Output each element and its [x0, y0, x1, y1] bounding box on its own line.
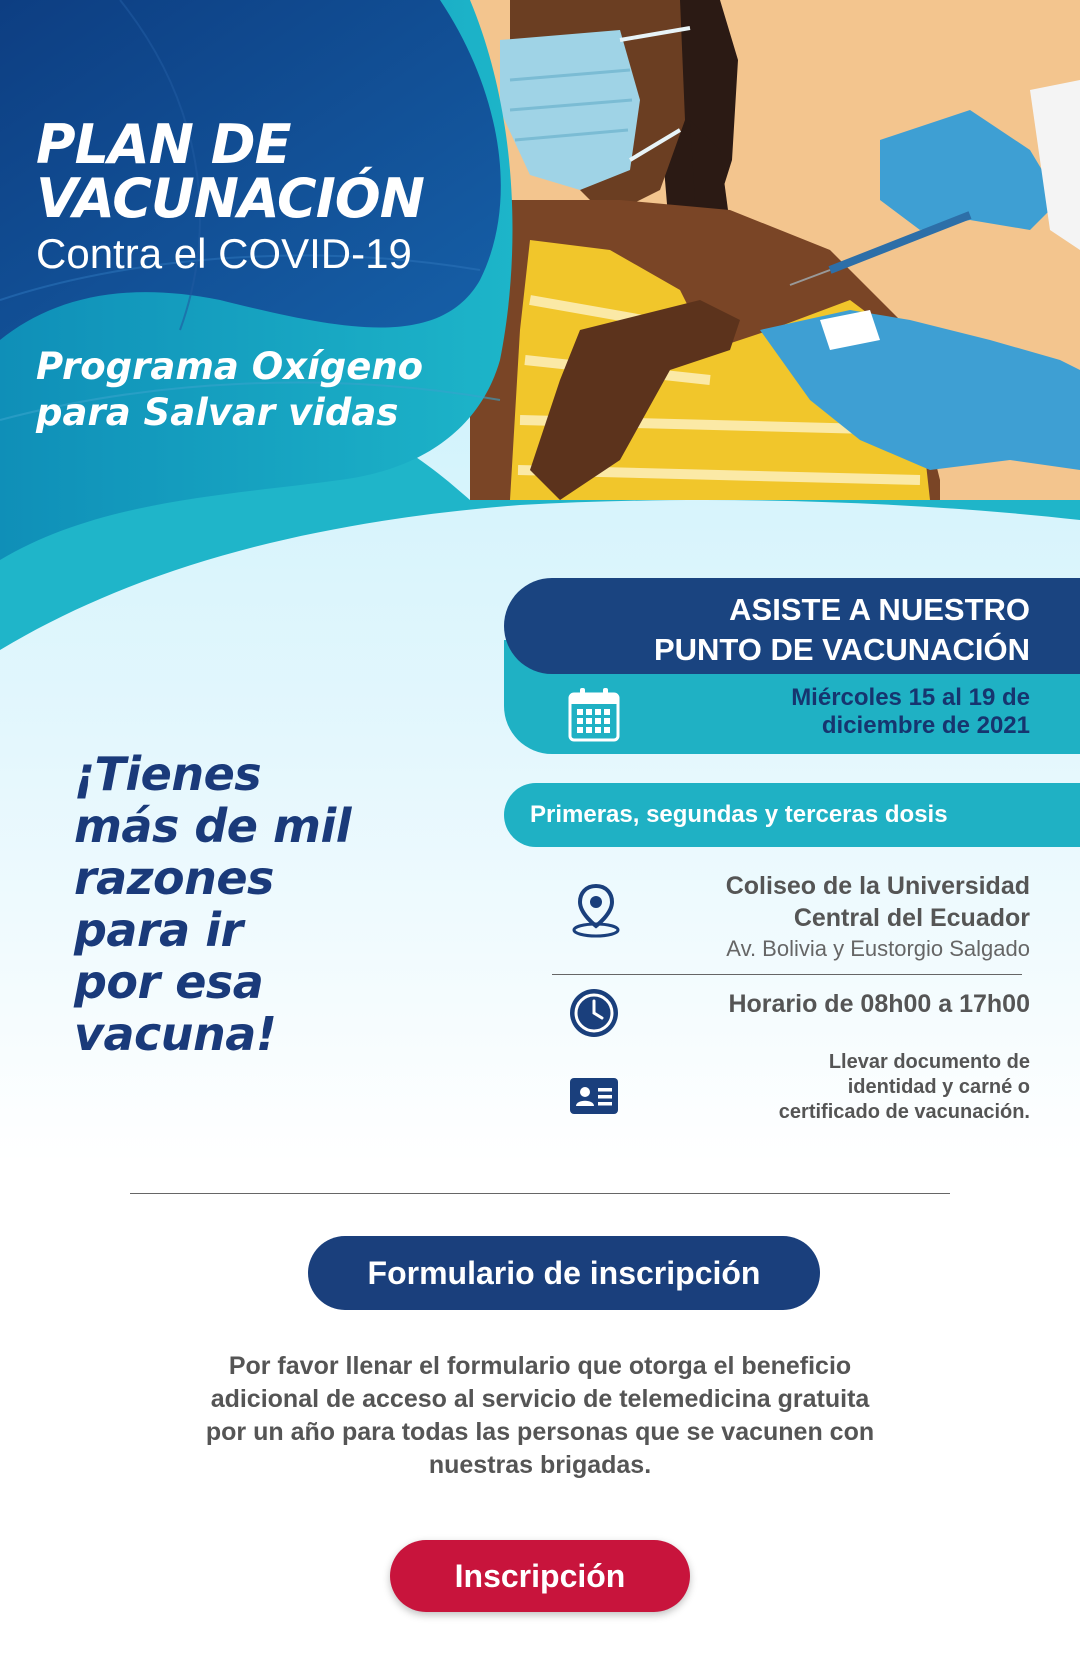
slogan-line4: para ir: [74, 903, 243, 957]
doses-banner: Primeras, segundas y terceras dosis: [504, 783, 1080, 847]
info-divider: [552, 974, 1022, 975]
form-section-title: Formulario de inscripción: [308, 1236, 820, 1310]
event-heading-line1: ASISTE A NUESTRO: [729, 592, 1030, 627]
hero-subtitle: Contra el COVID-19: [36, 230, 412, 277]
hero-title-line1: PLAN DE: [36, 113, 291, 176]
slogan-line6: vacuna!: [74, 1007, 277, 1061]
hours-row: [560, 985, 1030, 1045]
event-date-line2: diciembre de 2021: [821, 712, 1030, 739]
inscription-button[interactable]: Inscripción: [390, 1540, 690, 1612]
id-card-icon: [566, 1068, 622, 1124]
venue-address: Av. Bolivia y Eustorgio Salgado: [726, 936, 1030, 961]
program-name: [36, 344, 496, 436]
clock-icon: [566, 985, 622, 1041]
documents-line2: identidad y carné o: [847, 1076, 1030, 1098]
form-desc-line1: Por favor llenar el formulario que otorga el beneficio: [228, 1352, 852, 1380]
form-desc-line2: adicional de acceso al servicio de telemedicina gratuita: [210, 1385, 870, 1413]
program-line2: para Salvar vidas: [36, 391, 399, 434]
form-description: [130, 1350, 950, 1482]
documents-line1: Llevar documento de: [828, 1051, 1030, 1073]
hero-title-line2: VACUNACIÓN: [36, 167, 424, 230]
documents-text: [779, 1050, 1030, 1125]
slogan-line2: más de mil: [74, 799, 351, 853]
form-desc-line4: nuestras brigadas.: [428, 1451, 652, 1479]
slogan-line1: ¡Tienes: [74, 747, 262, 801]
slogan-line5: por esa: [74, 955, 264, 1009]
documents-line3: certificado de vacunación.: [778, 1101, 1030, 1123]
event-heading-line2: PUNTO DE VACUNACIÓN: [653, 632, 1030, 667]
form-desc-line3: por un año para todas las personas que se vacunen con: [205, 1418, 875, 1446]
slogan-line3: razones: [74, 851, 274, 905]
venue-row: [560, 870, 1030, 960]
program-line1: Programa Oxígeno: [36, 345, 424, 388]
event-date-line1: Miércoles 15 al 19 de: [791, 684, 1030, 711]
venue-name-line1: Coliseo de la Universidad: [725, 872, 1030, 900]
documents-row: [560, 1050, 1030, 1132]
event-heading-banner: [504, 578, 1080, 674]
venue-name-line2: Central del Ecuador: [793, 904, 1030, 932]
calendar-icon: [568, 688, 620, 742]
hero-title-block: [36, 113, 424, 278]
hours-text: Horario de 08h00 a 17h00: [728, 990, 1030, 1018]
event-date: [791, 684, 1030, 740]
section-divider: [130, 1193, 950, 1194]
slogan: [74, 748, 434, 1060]
venue-text: [726, 870, 1030, 964]
location-pin-icon: [568, 882, 624, 938]
